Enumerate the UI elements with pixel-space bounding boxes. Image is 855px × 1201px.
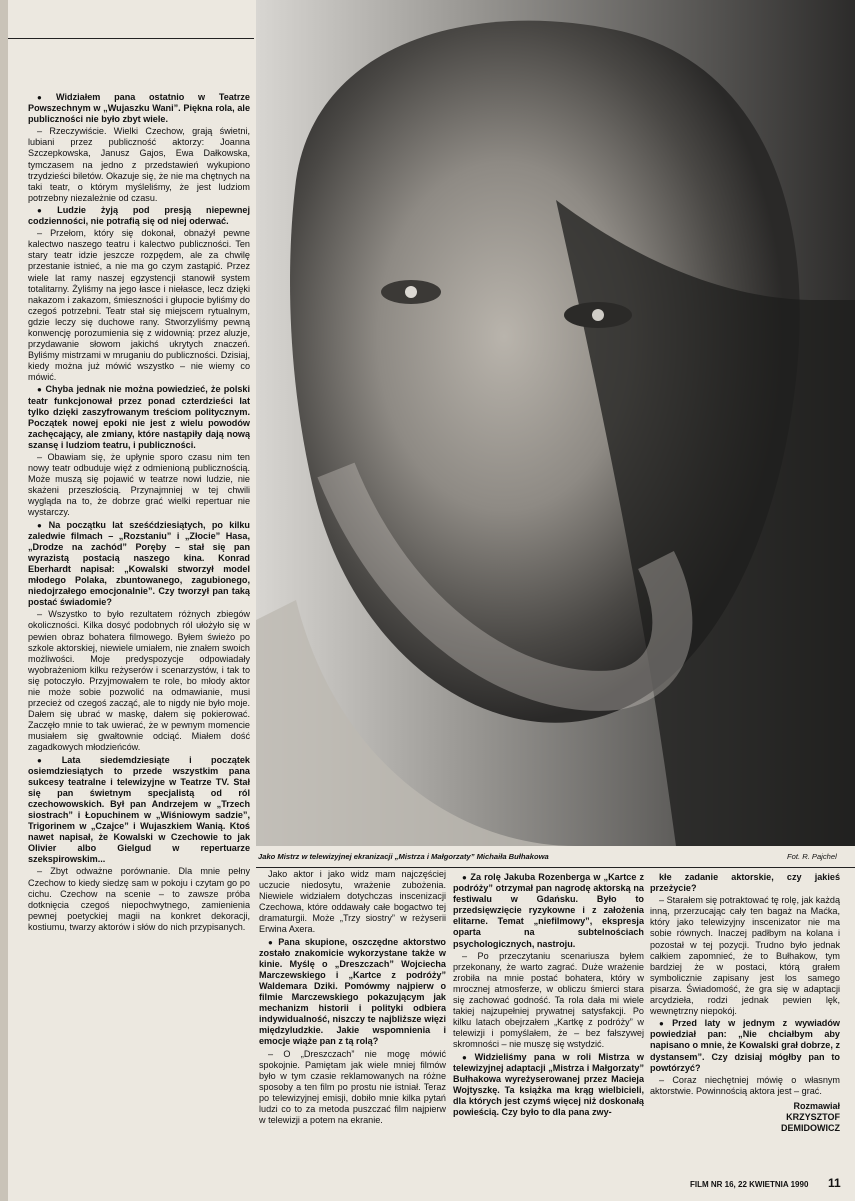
interview-question: ● Widzieliśmy pana w roli Mistrza w telewizyjnej adaptacji „Mistrza i Małgorzaty” Bułhakowa wyreżyserowanej przez Macieja Wojtyszkę. Ta książka ma krąg wielbicieli, dla których jest czymś więcej niż doskonałą powieścią. Czy było to dla pana zwy- xyxy=(453,1052,644,1119)
column-4 xyxy=(650,872,840,1182)
interview-answer: – Zbyt odważne porównanie. Dla mnie pełny Czechow to kiedy siedzę sam w pokoju i czytam go po cichu. Czechow na scenie – to zawsze próba dotknięcia czegoś niepochwytnego, zamienienia pewnej poetyckiej magii na konkret dekoracji, kostiumu, twarzy aktorów i słów do nich przypisanych. xyxy=(28,866,250,932)
interview-question: ● Lata siedemdziesiąte i początek osiemdziesiątych to przede wszystkim pana sukcesy teatralne i telewizyjne w Teatrze TV. Stał się pan świetnym specjalistą od ról czechowowskich. Był pan Andrzejem w „Trzech siostrach” i Łopuchinem w „Wiśniowym sadzie”, Trigorinem w „Czajce” i Wujaszkiem Wanią. Ktoś nawet napisał, że Kowalski w Czechowie to jak Olivier albo Gielgud w repertuarze szekspirowskim... xyxy=(28,755,250,866)
interview-question: ● Pana skupione, oszczędne aktorstwo zostało znakomicie wykorzystane także w kinie. Myślę o „Dreszczach” Wojciecha Marczewskiego i „Kartce z podróży” Waldemara Dziki. Pomówmy najpierw o filmie Marczewskiego pokazującym jak mechanizm historii i polityki odbiera indywidualność, niszczy te najbliższe więzi międzyludzkie. Jakie wspomnienia i emocje wiąże pan z tą rolą? xyxy=(259,937,446,1048)
interview-answer: – Coraz niechętniej mówię o własnym aktorstwie. Powinnością aktora jest – grać. xyxy=(650,1074,840,1096)
column-2 xyxy=(259,869,446,1169)
interview-question: ● Na początku lat sześćdziesiątych, po kilku zaledwie filmach – „Rozstaniu” i „Złocie” Hasa, „Drodze na zachód” Poręby – stał się pan wyrazistą postacią naszego kina. Konrad Eberhardt napisał: „Kowalski stworzył model młodego Polaka, zbuntowanego, zagubionego, niedojrzałego emocjonalnie”. Czy tworzył pan taką postać świadomie? xyxy=(28,520,250,609)
interview-answer: – Wszystko to było rezultatem różnych zbiegów okoliczności. Kilka dosyć podobnych ról ułożyło się w pewien obraz bohatera filmowego. Byłem świeżo po szkole aktorskiej, niewiele umiałem, nie znałem swoich możliwości. Moje predyspozycje odpowiadały wyobrażeniom kilku reżyserów i scenarzystów, i tak to się potoczyło. Przyjmowałem te role, bo młody aktor nie może sobie pozwolić na odmawianie, musi przecież od czegoś zacząć, ale to nigdy nie było moje. Dałem się ubrać w maskę, dałem się pokierować. Zaczęło mnie to tak uwierać, że w pewnym momencie musiałem się gwałtownie odciąć. Miałem dość zagadkowych młodzieńców. xyxy=(28,609,250,753)
interview-question: ● Przed laty w jednym z wywiadów powiedział pan: „Nie chciałbym aby napisano o mnie, że Kowalski grał dobrze, z dystansem”. Czy dzisiaj mógłby pan to powtórzyć? xyxy=(650,1018,840,1073)
page-number: 11 xyxy=(828,1176,841,1190)
photo-caption: Jako Mistrz w telewizyjnej ekranizacji „Mistrza i Małgorzaty” Michaiła Bułhakowa xyxy=(258,852,549,861)
column-3 xyxy=(453,872,644,1172)
interview-answer: – Przełom, który się dokonał, obnażył pewne kalectwo naszego teatru i kalectwo publiczności. Ten stary teatr idzie jeszcze rozpędem, ale za chwilę przestanie istnieć, a nie ma go czym zastąpić. Przez wiele lat ramy naszej egzystencji stanowił system totalitarny. Żyliśmy na jego łasce i niełasce, lecz dzięki nakazom i zakazom, śmieszności i głupocie byliśmy do czegoś potrzebni. Teatr stał się miejscem rytualnym, gdzie leczy się duchowe rany. Stworzyliśmy pewną konwencję porozumienia się z widownią: przez aluzje, przydawanie słowom jakichś ukrytych znaczeń. Byliśmy mistrzami w mruganiu do publiczności. Dzisiaj, kiedy można już mówić wszystko – nie wiemy co mówić. xyxy=(28,228,250,383)
top-rule xyxy=(8,38,254,39)
interview-answer: – Obawiam się, że upłynie sporo czasu nim ten nowy teatr odbuduje więź z odmienioną publicznością. Może muszą się pojawić w teatrze nowi ludzie, nie skażeni przeszłością. Przynajmniej w tej chwili wygląda na to, że dobrze grać wielki repertuar nie wystarczy. xyxy=(28,452,250,518)
portrait-image xyxy=(256,0,855,846)
photo-credit: Fot. R. Pajchel xyxy=(787,852,837,861)
interview-question: ● Za rolę Jakuba Rozenberga w „Kartce z podróży” otrzymał pan nagrodę aktorską na festiwalu w Gdańsku. Było to przedsięwzięcie ryzykowne i z założenia elitarne. Temat „niefilmowy”, ekspresja oparta na subtelnościach psychologicznych, nastroju. xyxy=(453,872,644,950)
column-1 xyxy=(28,92,250,1174)
interview-answer: – Starałem się potraktować tę rolę, jak każdą inną, przerzucając cały ten bagaż na Maćka, który jako telewizyjny inscenizator nie ma sobie równych. Inaczej padłbym na kolana i pozostał w tej pozycji. Trudno było jednak całkiem zapomnieć, że to Bułhakow, tym bardziej że w postaci, którą grałem symbolicznie zapisany jest los samego pisarza. Świadomość, że gra się w adaptacji arcydzieła, rodzi jednak pewien lęk, wewnętrzny niepokój. xyxy=(650,895,840,1017)
author-byline: KRZYSZTOF xyxy=(786,1111,840,1122)
interview-answer: – Rzeczywiście. Wielki Czechow, grają świetni, lubiani przez publiczność aktorzy: Joanna Szczepkowska, Janusz Gajos, Ewa Dałkowska, tymczasem na jedno z przedstawień wykupiono trzydzieści biletów. Okazuje się, że nie ma chętnych na taki teatr, o którym myśleliśmy, że jest ludziom potrzebny niezależnie od czasu. xyxy=(28,126,250,203)
portrait-photo xyxy=(256,0,855,846)
interview-question: ● Chyba jednak nie można powiedzieć, że polski teatr funkcjonował przez ponad czterdzieści lat tylko dzięki zaszyfrowanym treściom politycznym. Początek nowej epoki nie jest z wielu powodów zachęcający, ale zmiany, które nastąpiły dają nową szansę i ludziom teatru, i publiczności. xyxy=(28,384,250,451)
interview-question: ● Ludzie żyją pod presją niepewnej codzienności, nie potrafią się od niej oderwać. xyxy=(28,205,250,227)
issue-footer: FILM NR 16, 22 KWIETNIA 1990 xyxy=(690,1180,809,1189)
interview-answer: – Po przeczytaniu scenariusza byłem przekonany, że warto zagrać. Duże wrażenie zrobiła na mnie postać bohatera, który w mrocznej atmosferze, w obliczu śmierci stara się zachować godność. Ta rola dała mi wiele takiej najzupełniej prywatnej satysfakcji. Po kilku latach obejrzałem „Kartkę z podróży” w telewizji i pomyślałem, że – bez fałszywej skromności – nie muszę się wstydzić. xyxy=(453,950,644,1050)
author-byline: DEMIDOWICZ xyxy=(781,1122,840,1133)
interview-answer: – O „Dreszczach” nie mogę mówić spokojnie. Pamiętam jak wiele mniej filmów było w tym czasie reklamowanych na różne sposoby a ten film po prostu nie istniał. Teraz po telewizyjnej emisji, dobiło mnie kilka pytań ludzi co to za metoda puszczać film najpierw w telewizji a potem na ekranie. xyxy=(259,1048,446,1126)
caption-rule xyxy=(256,867,855,868)
interview-answer: kłe zadanie aktorskie, czy jakieś przeżycie? xyxy=(650,872,840,894)
interview-answer: Jako aktor i jako widz mam najczęściej uczucie niedosytu, wrażenie zubożenia. Niewiele widziałem dotychczas inscenizacji Czechowa, które oddawały całe bogactwo tej dramaturgii. Może „Trzy siostry” w reżyserii Erwina Axera. xyxy=(259,869,446,935)
interview-question: ● Widziałem pana ostatnio w Teatrze Powszechnym w „Wujaszku Wani”. Piękna rola, ale publiczności nie było zbyt wiele. xyxy=(28,92,250,125)
author-byline: Rozmawiał xyxy=(793,1100,840,1111)
page-edge xyxy=(0,0,8,1201)
